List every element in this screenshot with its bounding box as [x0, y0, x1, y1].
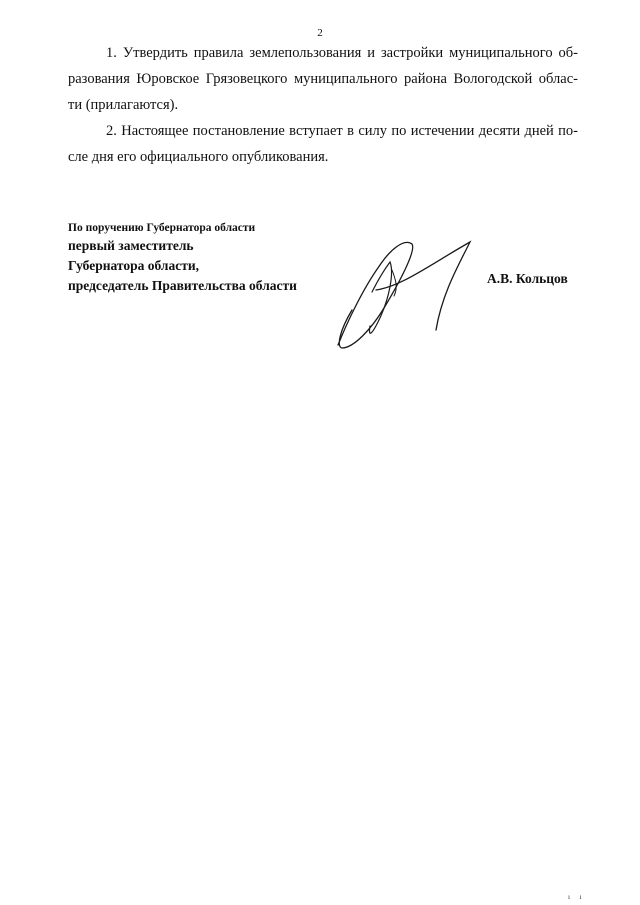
text-line: сле дня его официального опубликования.	[68, 149, 329, 165]
signer-name: А.В. Кольцов	[487, 271, 568, 286]
paragraph-2	[68, 118, 578, 170]
text-line: разования Юровское Грязовецкого муниципального района Вологодской облас-	[68, 71, 578, 87]
signatory-block	[68, 220, 297, 296]
text-line: ти (прилагаются).	[68, 97, 179, 113]
paragraph-1	[68, 40, 578, 118]
document-body	[68, 40, 578, 170]
authority-line: По поручению Губернатора области	[68, 222, 256, 234]
handwritten-signature	[332, 230, 482, 355]
page-number: 2	[317, 27, 323, 39]
position-line: первый заместитель	[68, 238, 194, 253]
position-line: председатель Правительства области	[68, 278, 297, 293]
scan-corner-marks: ı ı	[568, 893, 586, 901]
position-line: Губернатора области,	[68, 258, 199, 273]
text-line: 2. Настоящее постановление вступает в силу по истечении десяти дней по-	[106, 123, 578, 139]
text-line: 1. Утвердить правила землепользования и застройки муниципального об-	[106, 45, 578, 61]
